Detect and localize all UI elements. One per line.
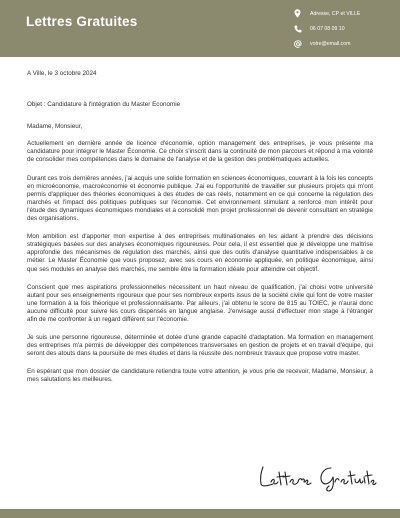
paragraph-closing: En espérant que mon dossier de candidature retiendra toute votre attention, je vous prie de recevoir, Madame, Monsieur, à mes salutations les meilleures. — [27, 368, 373, 384]
phone-text: 06 07 08 09 10 — [310, 25, 345, 32]
location-pin-icon — [293, 9, 302, 18]
paragraph-intro: Actuellement en dernière année de licence d'économie, option management des entreprises, je vous présente ma candidature pour intégrer le Master Économie. Ce choix s'inscrit dans la continuité de mon parcours et répond à ma volonté de consolider mes compétences dans le domaine de l'analyse et de la gestion des problématiques actuelles. — [27, 140, 373, 164]
paragraph-university: Conscient que mes aspirations professionnelles nécessitent un haut niveau de qualification, j'ai choisi votre université autant pour ses enseignements rigoureux que pour ses nombreux experts issus de la société civile qui font de votre master une formation à la fois théorique et professionnalisante. Par ailleurs, j'ai obtenu le score de 815 au TOIEC, je n'aurai donc aucune difficulté pour suivre les cours dispensés en langue anglaise. J'envisage aussi d'effectuer mon stage à l'étranger afin de me confronter à un regard différent sur l'économie. — [27, 283, 373, 323]
contact-block — [293, 6, 398, 51]
header-band — [0, 0, 400, 57]
address-text: Adresse, CP et VILLE — [310, 10, 361, 17]
place-date: A Ville, le 3 octobre 2024 — [27, 70, 97, 77]
contact-email — [293, 36, 398, 51]
handwritten-signature — [257, 458, 377, 492]
paragraph-education: Durant ces trois dernières années, j'ai acquis une solide formation en sciences économiques, couvrant à la fois les concepts en microéconomie, macroéconomie et économie publique. J'ai eu l'opportunité de travailler sur plusieurs projets qui m'ont permis d'appliquer des théories économiques à des études de cas réels, notamment en ce qui concerne la régulation des marchés et l'impact des politiques publiques sur l'économie. Cet environnement stimulant a renforcé mon intérêt pour l'étude des dynamiques économiques mondiales et a consolidé mon projet professionnel de devenir consultant en stratégie des organisations. — [27, 174, 373, 223]
contact-phone — [293, 21, 398, 36]
footer-band — [0, 509, 400, 518]
phone-icon — [293, 24, 302, 33]
brand-title: Lettres Gratuites — [26, 14, 138, 29]
paragraph-ambition: Mon ambition est d'apporter mon expertise à des entreprises multinationales en les aidant à prendre des décisions stratégiques basées sur des analyses économiques rigoureuses. Pour cela, il est essentiel que je développe une maîtrise approfondie des mécanismes de régulation des marchés, ainsi que des outils d'analyse quantitative indispensables à ce métier. Le Master Économie que vous proposez, avec ses cours en économie appliquée, en politique économique, ainsi que ses modules en analyse des marchés, me semble être la formation idéale pour atteindre cet objectif. — [27, 233, 373, 273]
paragraph-qualities: Je suis une personne rigoureuse, déterminée et dotée d'une grande capacité d'adaptation. Ma formation en management des entreprises m'a permis de développer des compétences transversales en gestion de projets et en travail d'équipe, qui seront des atouts dans la poursuite de mes études et dans la réussite des nombreux travaux que propose votre master. — [27, 334, 373, 358]
contact-address — [293, 6, 398, 21]
email-text: votre@email.com — [310, 40, 351, 47]
letter-object: Objet : Candidature à l'intégration du Master Economie — [27, 101, 181, 109]
letter-greeting: Madame, Monsieur, — [27, 123, 83, 131]
at-sign-icon — [293, 39, 302, 48]
letter-body — [27, 70, 373, 395]
